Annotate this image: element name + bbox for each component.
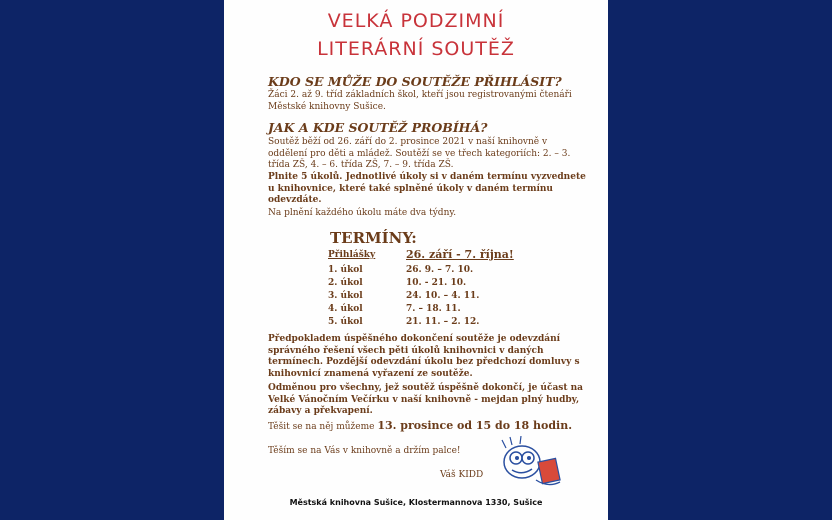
signature: Váš KIDD	[440, 470, 484, 480]
term-date: 10. - 21. 10.	[406, 278, 467, 288]
term-date: 26. září - 7. října!	[406, 248, 514, 261]
section2-text2: Plnite 5 úkolů. Jednotlivé úkoly si v daném termínu vyzvednete u knihovnice, které také splněné úkoly v daném termínu odevzdáte.	[268, 172, 586, 206]
term-label: 1. úkol	[328, 265, 363, 275]
term-label: 3. úkol	[328, 291, 363, 301]
section1-heading: KDO SE MŮŽE DO SOUTĚŽE PŘIHLÁSIT?	[268, 74, 562, 89]
section2-heading: JAK A KDE SOUTĚŽ PROBÍHÁ?	[268, 120, 488, 135]
term-date: 7. – 18. 11.	[406, 304, 461, 314]
footer-address: Městská knihovna Sušice, Klostermannova 1330, Sušice	[289, 498, 543, 507]
term-label: 5. úkol	[328, 317, 363, 327]
section1-text: Žáci 2. až 9. tříd základních škol, kteří jsou registrovanými čtenáři Městské knihovny Sušice.	[268, 90, 572, 112]
term-date: 21. 11. – 2. 12.	[406, 317, 480, 327]
section2-text: Soutěž běží od 26. září do 2. prosince 2021 v naší knihovně v oddělení pro děti a mládež. Soutěží se ve třech kategoriích: 2. – 3. třída ZŠ, 4. – 6. třída ZŠ, 7. – 9. třída ZŠ.	[268, 137, 571, 171]
term-label: Přihlášky	[328, 250, 376, 260]
term-label: 2. úkol	[328, 278, 363, 288]
term-label: 4. úkol	[328, 304, 363, 314]
kidd-mascot-icon	[496, 436, 568, 496]
term-date: 24. 10. – 4. 11.	[406, 291, 480, 301]
poster-title-line1: VELKÁ PODZIMNÍ	[327, 10, 505, 32]
term-date: 26. 9. – 7. 10.	[406, 265, 474, 275]
looking-forward-date: 13. prosince od 15 do 18 hodin.	[377, 419, 573, 432]
poster	[224, 0, 608, 520]
section2-text3: Na plnění každého úkolu máte dva týdny.	[268, 208, 457, 218]
looking-forward	[268, 420, 588, 434]
terms-heading: TERMÍNY:	[330, 229, 417, 247]
looking-forward-prefix: Těšit se na něj můžeme	[268, 422, 375, 432]
condition-text: Předpokladem úspěšného dokončení soutěže je odevzdání správného řešení všech pěti úkolů knihovnici v daných termínech. Pozdější odevzdání úkolu bez předchozí domluvy s knihovnicí znamená vyřazení ze soutěže.	[268, 334, 580, 379]
closing-text: Těším se na Vás v knihovně a držím palce!	[268, 446, 461, 456]
poster-title-line2: LITERÁRNÍ SOUTĚŽ	[317, 38, 515, 60]
reward-text: Odměnou pro všechny, jež soutěž úspěšně dokončí, je účast na Velké Vánočním Večírku v naší knihovně - mejdan plný hudby, zábavy a překvapení.	[268, 383, 584, 417]
